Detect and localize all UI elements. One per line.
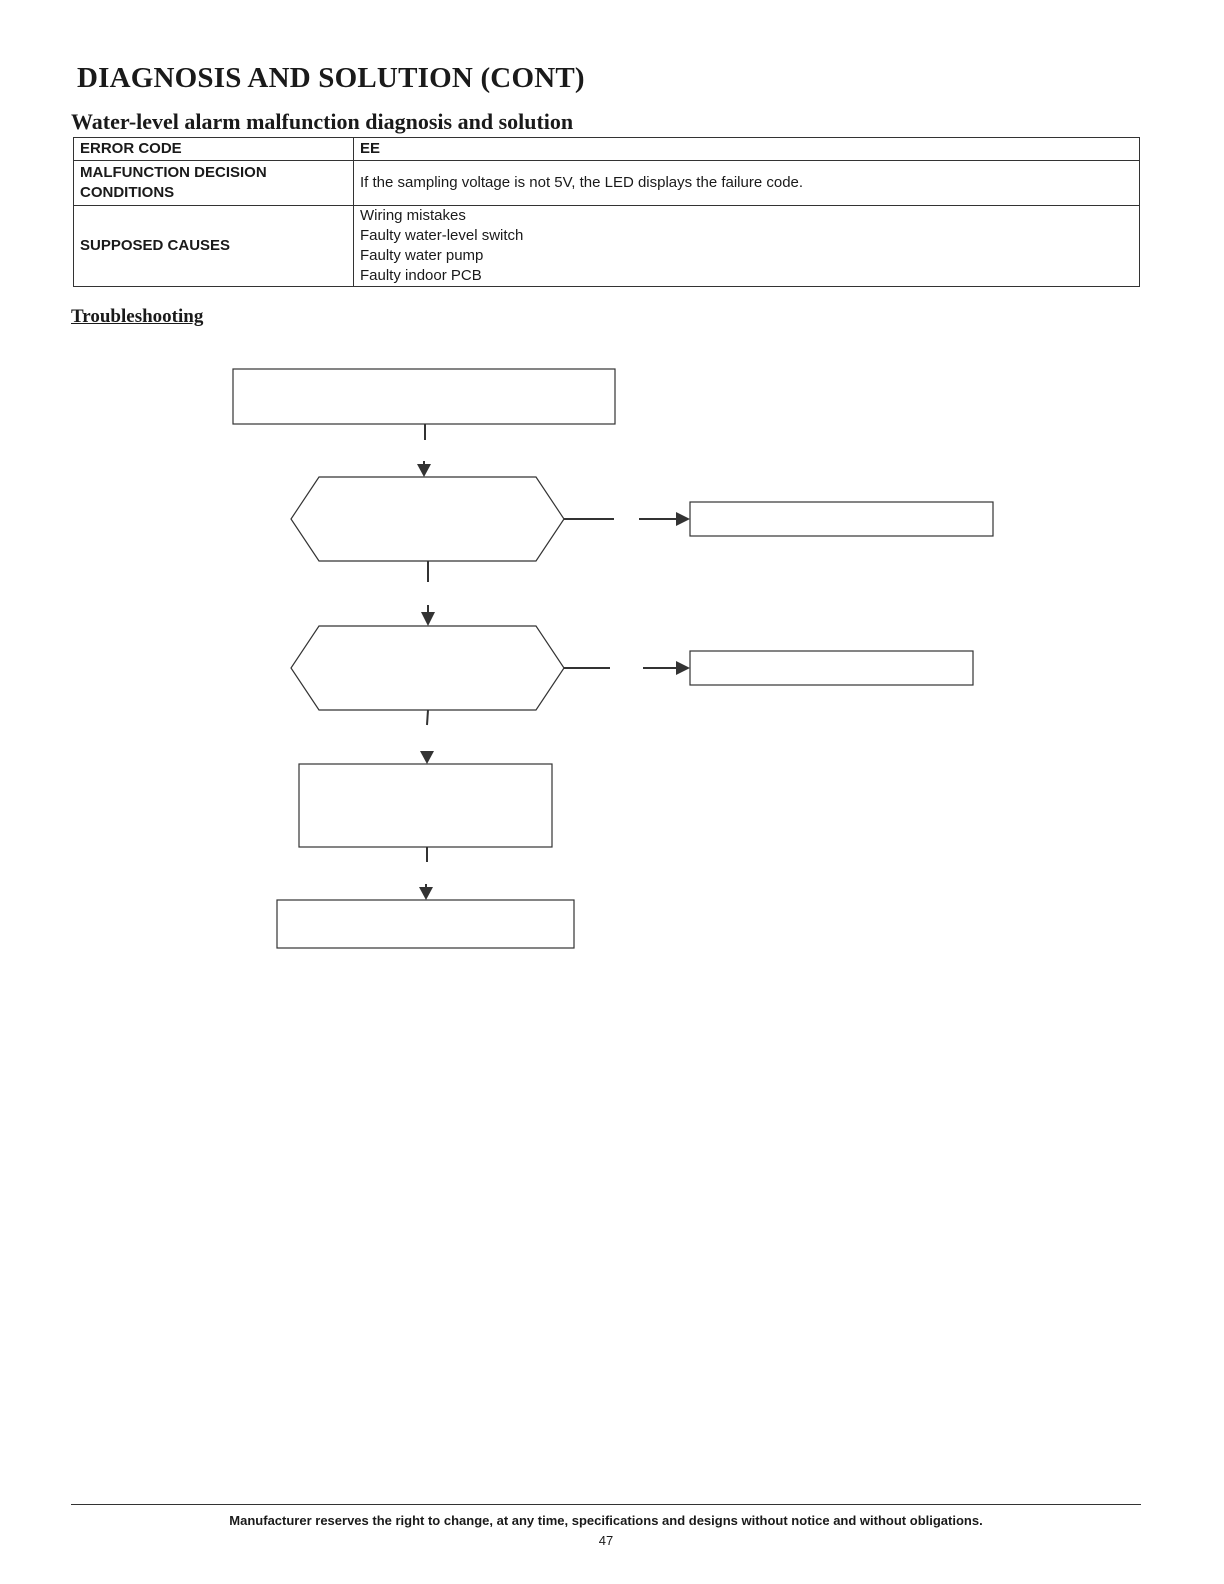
arrow-right-icon xyxy=(676,661,690,675)
arrow-down-icon xyxy=(420,751,434,764)
cause-item: Wiring mistakes xyxy=(360,207,466,224)
cause-item: Faulty indoor PCB xyxy=(360,267,482,284)
malfunction-value: If the sampling voltage is not 5V, the LED displays the failure code. xyxy=(354,161,1140,206)
error-code-label: ERROR CODE xyxy=(74,138,354,161)
malfunction-label: MALFUNCTION DECISION CONDITIONS xyxy=(74,161,354,206)
flow-action-box-1 xyxy=(690,502,993,536)
arrow-right-icon xyxy=(676,512,690,526)
flow-check-box xyxy=(299,764,552,847)
arrow-down-icon xyxy=(419,887,433,900)
causes-label: SUPPOSED CAUSES xyxy=(74,206,354,287)
arrow-down-icon xyxy=(417,464,431,477)
flow-decision-2 xyxy=(291,626,564,710)
flow-action-box-2 xyxy=(690,651,973,685)
footer-note: Manufacturer reserves the right to change, at any time, specifications and designs without notice and without obligations. xyxy=(229,1513,983,1528)
flow-decision-1 xyxy=(291,477,564,561)
cause-item: Faulty water-level switch xyxy=(360,227,524,244)
arrow-down-icon xyxy=(421,612,435,626)
troubleshooting-title: Troubleshooting xyxy=(71,306,204,327)
error-code-value: EE xyxy=(354,138,1140,161)
page-number: 47 xyxy=(598,1533,614,1548)
flow-connector xyxy=(427,710,428,725)
flow-start-box xyxy=(233,369,615,424)
cause-item: Faulty water pump xyxy=(360,247,484,264)
footer-divider xyxy=(71,1504,1141,1505)
section-title: Water-level alarm malfunction diagnosis and solution xyxy=(71,109,574,134)
page-title: DIAGNOSIS AND SOLUTION (CONT) xyxy=(77,62,585,94)
flow-end-box xyxy=(277,900,574,948)
